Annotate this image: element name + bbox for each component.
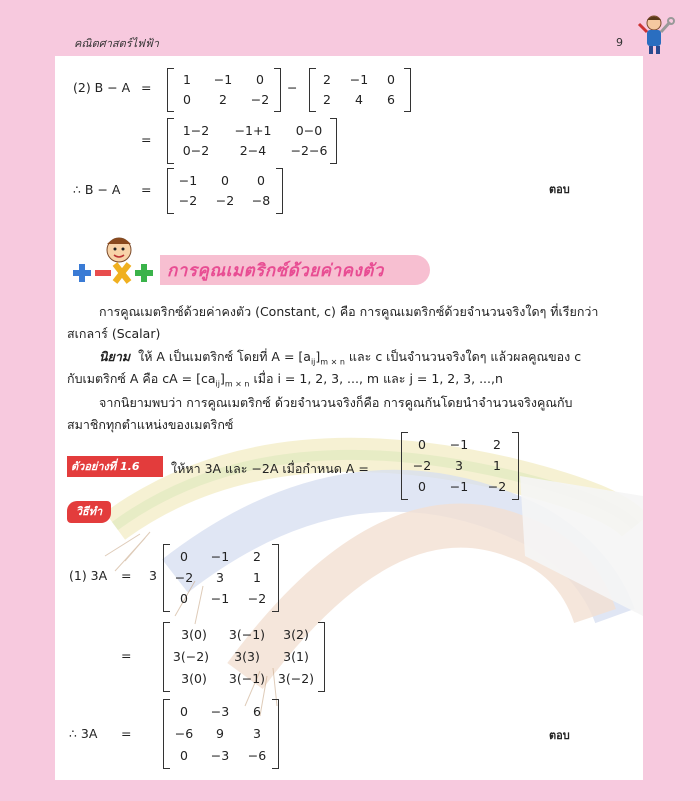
matrix-cell: 0 — [387, 72, 395, 87]
matrix-step-part1 — [163, 622, 325, 692]
matrix-cell: −3 — [210, 704, 230, 719]
subscript: ij — [310, 357, 316, 367]
solution-badge: วิธีทำ — [67, 501, 111, 523]
mascot-icon — [634, 12, 678, 60]
scalar-value: 3 — [149, 568, 157, 583]
definition-text: ให้ A เป็นเมตริกซ์ โดยที่ A = [a — [138, 349, 311, 364]
matrix-a-example — [401, 432, 519, 500]
part2-label: (2) B − A — [73, 80, 131, 95]
matrix-cell: −1 — [210, 591, 230, 606]
matrix-cell: −1 — [210, 549, 230, 564]
section-title: การคูณเมตริกซ์ด้วยค่าคงตัว — [167, 261, 384, 281]
matrix-cell: −2 — [247, 591, 267, 606]
matrix-cell: 0 — [256, 72, 264, 87]
definition-line — [99, 347, 581, 367]
matrix-cell: −2 — [487, 479, 507, 494]
matrix-b — [309, 68, 411, 112]
matrix-cell: 3(0) — [181, 671, 207, 686]
matrix-cell: 3(−2) — [277, 671, 315, 686]
matrix-result-part1 — [163, 699, 279, 769]
matrix-cell: 6 — [253, 704, 261, 719]
matrix-cell: 0 — [257, 173, 265, 188]
page-header-title: คณิตศาสตร์ไฟฟ้า — [74, 37, 159, 50]
matrix-cell: −2−6 — [290, 143, 328, 158]
paragraph-line: สเกลาร์ (Scalar) — [67, 326, 161, 341]
matrix-cell: 3 — [253, 726, 261, 741]
subscript: ij — [215, 379, 220, 389]
equals-sign: = — [141, 132, 152, 147]
matrix-cell: 2 — [493, 437, 501, 452]
matrix-cell: 3(−2) — [172, 649, 210, 664]
matrix-cell: 2 — [253, 549, 261, 564]
matrix-cell: 1 — [183, 72, 191, 87]
matrix-cell: −2 — [178, 193, 198, 208]
minus-sign: − — [287, 80, 298, 95]
matrix-cell: 2 — [219, 92, 227, 107]
equals-sign: = — [121, 648, 132, 663]
matrix-cell: 0 — [418, 437, 426, 452]
matrix-cell: −2 — [250, 92, 270, 107]
answer-label: ตอบ — [549, 729, 570, 742]
equals-sign: = — [121, 726, 132, 741]
matrix-cell: 2 — [323, 72, 331, 87]
definition-text: ] — [219, 371, 225, 386]
matrix-cell: 3(−1) — [228, 671, 266, 686]
definition-text: เมื่อ i = 1, 2, 3, ..., m และ j = 1, 2, 3, ...,n — [249, 371, 503, 386]
matrix-cell: 1−2 — [182, 123, 210, 138]
matrix-cell: 3 — [216, 570, 224, 585]
subscript: m × n — [224, 379, 250, 389]
matrix-step — [167, 118, 337, 164]
matrix-cell: −8 — [251, 193, 271, 208]
matrix-cell: −1 — [213, 72, 233, 87]
matrix-result — [167, 168, 283, 214]
matrix-cell: −2 — [412, 458, 432, 473]
therefore-label: ∴ B − A — [73, 182, 121, 197]
matrix-cell: −6 — [247, 748, 267, 763]
matrix-cell: 0 — [183, 92, 191, 107]
matrix-cell: −1 — [349, 72, 369, 87]
page-content — [55, 56, 643, 780]
matrix-cell: 0 — [180, 748, 188, 763]
matrix-cell: 3(0) — [181, 627, 207, 642]
matrix-cell: 0 — [180, 549, 188, 564]
equals-sign: = — [141, 182, 152, 197]
matrix-cell: 3(−1) — [228, 627, 266, 642]
part1-label: (1) 3A — [69, 568, 108, 583]
matrix-cell: −1 — [449, 437, 469, 452]
matrix-cell: −2 — [215, 193, 235, 208]
definition-label: นิยาม — [99, 349, 131, 364]
matrix-cell: −2 — [174, 570, 194, 585]
matrix-cell: 0 — [221, 173, 229, 188]
matrix-cell: 0 — [180, 704, 188, 719]
matrix-cell: 2−4 — [239, 143, 267, 158]
matrix-cell: 0−2 — [182, 143, 210, 158]
subscript: m × n — [320, 357, 345, 367]
matrix-cell: 1 — [493, 458, 501, 473]
matrix-cell: 0 — [418, 479, 426, 494]
matrix-cell: 4 — [355, 92, 363, 107]
matrix-cell: 1 — [253, 570, 261, 585]
matrix-cell: 3(1) — [283, 649, 309, 664]
definition-text: ] — [315, 349, 321, 364]
paragraph-line: จากนิยามพบว่า การคูณเมตริกซ์ ด้วยจำนวนจริงก็คือ การคูณกันโดยนำจำนวนจริงคูณกับ — [99, 395, 573, 410]
definition-text: กับเมตริกซ์ A คือ cA = [ca — [67, 371, 216, 386]
math-kid-icon — [69, 234, 164, 292]
matrix-cell: 3(3) — [234, 649, 260, 664]
matrix-cell: −1 — [178, 173, 198, 188]
matrix-cell: 9 — [216, 726, 224, 741]
matrix-a — [167, 68, 281, 112]
matrix-cell: 0−0 — [295, 123, 323, 138]
equals-sign: = — [141, 80, 152, 95]
matrix-cell: 3(2) — [283, 627, 309, 642]
definition-text: และ c เป็นจำนวนจริงใดๆ แล้วผลคูณของ c — [344, 349, 582, 364]
page-number: 9 — [616, 36, 623, 49]
matrix-cell: 3 — [455, 458, 463, 473]
matrix-cell: 2 — [323, 92, 331, 107]
matrix-cell: −3 — [210, 748, 230, 763]
paragraph-line: การคูณเมตริกซ์ด้วยค่าคงตัว (Constant, c) คือ การคูณเมตริกซ์ด้วยจำนวนจริงใดๆ ที่เรียกว่า — [99, 304, 599, 319]
matrix-cell: −1+1 — [234, 123, 272, 138]
matrix-cell: −6 — [174, 726, 194, 741]
matrix-cell: −1 — [449, 479, 469, 494]
matrix-cell: 6 — [387, 92, 395, 107]
equals-sign: = — [121, 568, 132, 583]
answer-label: ตอบ — [549, 183, 570, 196]
example-badge: ตัวอย่างที่ 1.6 — [67, 456, 163, 477]
matrix-cell: 0 — [180, 591, 188, 606]
matrix-a-part1 — [163, 544, 279, 612]
example-question: ให้หา 3A และ −2A เมื่อกำหนด A = — [171, 461, 369, 476]
therefore-label: ∴ 3A — [69, 726, 98, 741]
paragraph-line: สมาชิกทุกตำแหน่งของเมตริกซ์ — [67, 417, 234, 432]
definition-line — [67, 369, 503, 389]
